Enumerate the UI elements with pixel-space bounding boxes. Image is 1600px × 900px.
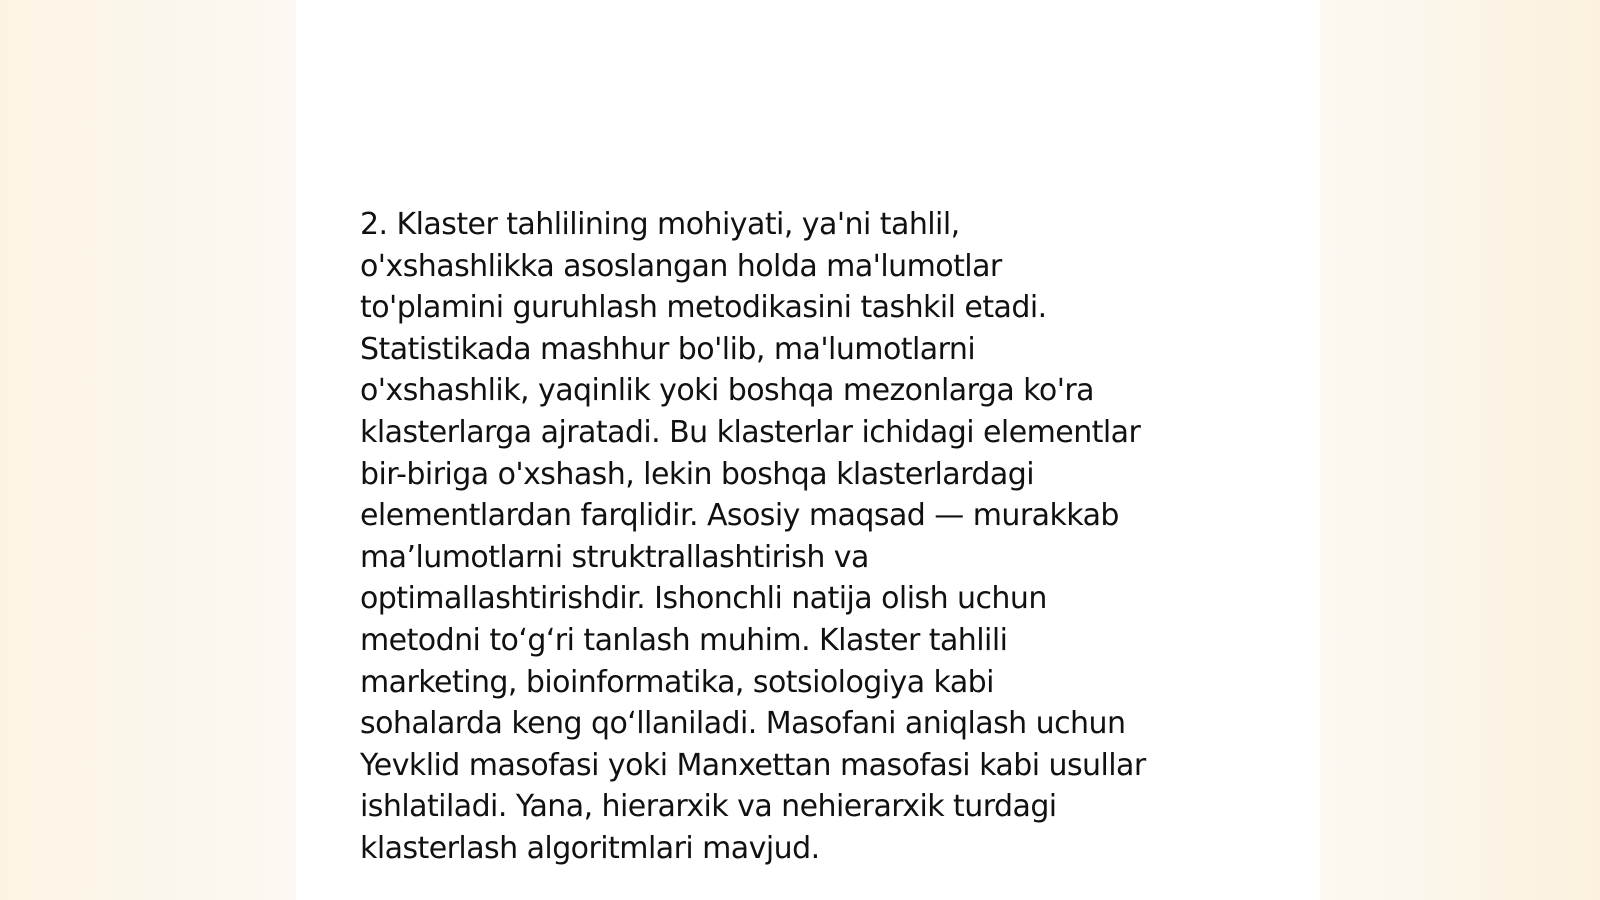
text-line: elementlardan farqlidir. Asosiy maqsad — murakkab — [360, 498, 1119, 534]
text-line: metodni to‘g‘ri tanlash muhim. Klaster tahlili — [360, 622, 1008, 658]
text-line: klasterlash algoritmlari mavjud. — [360, 830, 820, 866]
text-line: optimallashtirishdir. Ishonchli natija olish uchun — [360, 581, 1047, 617]
text-line: Yevklid masofasi yoki Manxettan masofasi kabi usullar — [360, 747, 1146, 783]
text-line: to'plamini guruhlash metodikasini tashkil etadi. — [360, 290, 1047, 326]
text-line: ma’lumotlarni struktrallashtirish va — [360, 539, 869, 575]
document-page — [296, 0, 1320, 900]
text-line: sohalarda keng qo‘llaniladi. Masofani aniqlash uchun — [360, 706, 1126, 742]
text-line: o'xshashlik, yaqinlik yoki boshqa mezonlarga ko'ra — [360, 373, 1095, 409]
text-line: Statistikada mashhur bo'lib, ma'lumotlarni — [360, 331, 976, 367]
text-line: marketing, bioinformatika, sotsiologiya kabi — [360, 664, 994, 700]
text-line: 2. Klaster tahlilining mohiyati, ya'ni tahlil, — [360, 207, 960, 242]
body-paragraph — [360, 204, 1260, 870]
text-line: ishlatiladi. Yana, hierarxik va nehierarxik turdagi — [360, 789, 1057, 825]
text-line: klasterlarga ajratadi. Bu klasterlar ichidagi elementlar — [360, 414, 1141, 450]
text-line: bir-biriga o'xshash, lekin boshqa klasterlardagi — [360, 456, 1034, 492]
text-line: o'xshashlikka asoslangan holda ma'lumotlar — [360, 248, 1002, 284]
